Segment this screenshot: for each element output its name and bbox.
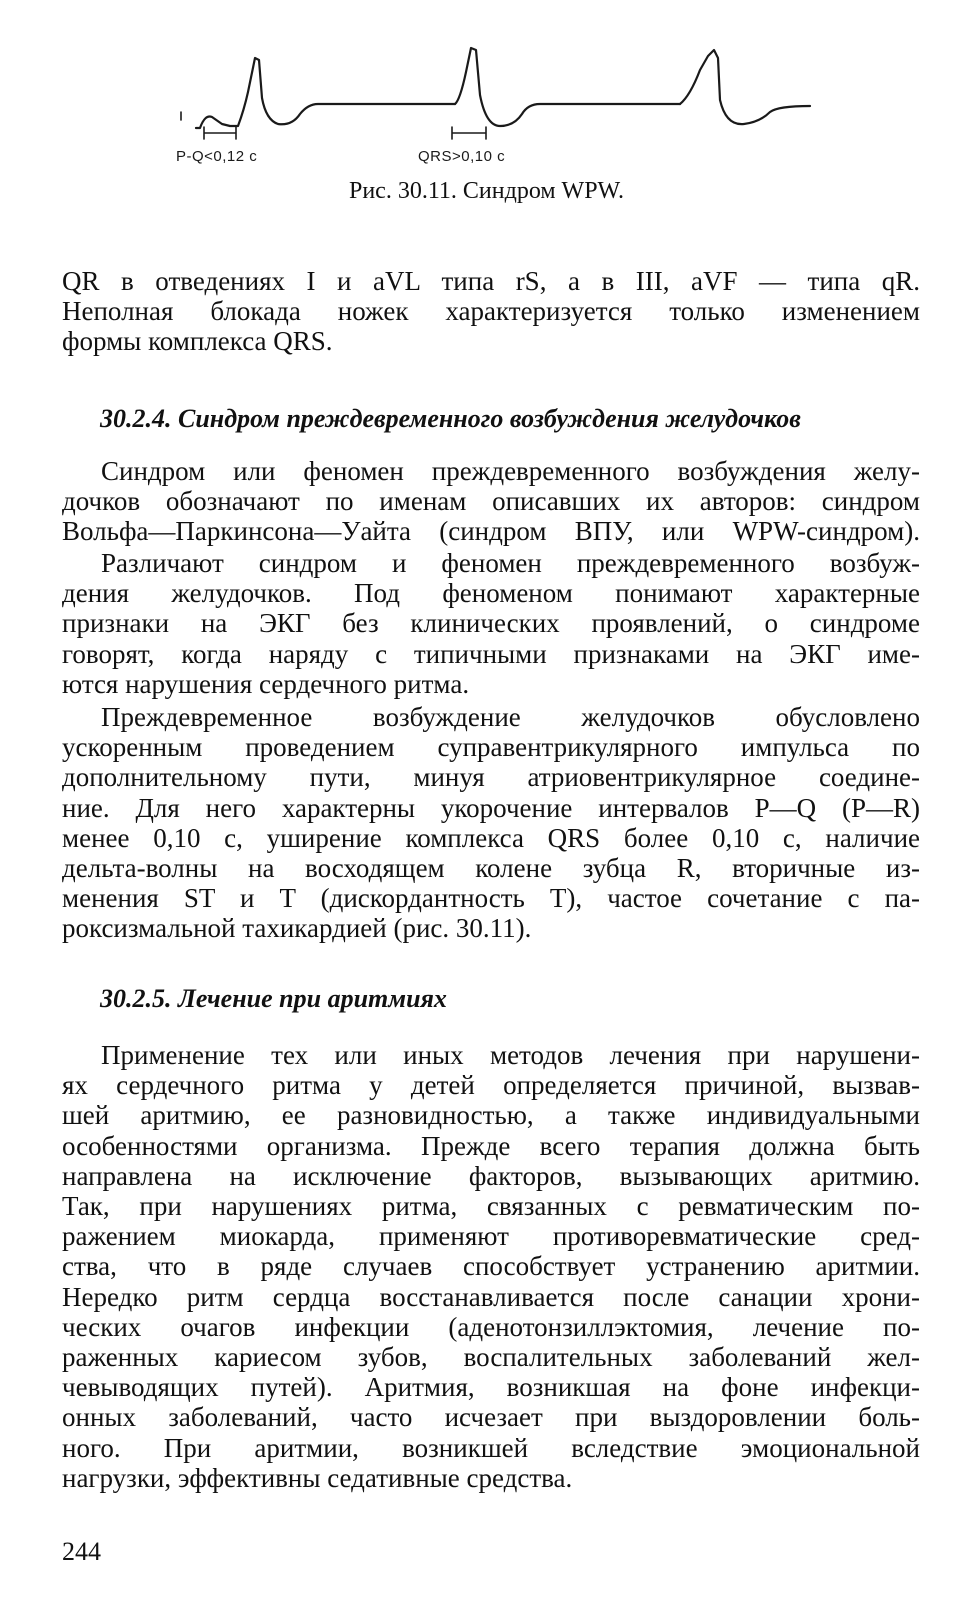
- intro-paragraph: [62, 266, 920, 357]
- qrs-interval-label: QRS>0,10 с: [418, 148, 506, 165]
- text-line: QR в отведениях I и aVL типа rS, а в III, aVF — типа qR.: [62, 266, 920, 296]
- text-line: признаки на ЭКГ без клинических проявлений, о синдроме: [62, 608, 920, 639]
- body-paragraph: [62, 548, 920, 699]
- figure-caption: Рис. 30.11. Синдром WPW.: [348, 178, 625, 204]
- text-line: менения ST и T (дискордантность T), частое сочетание с па-: [62, 883, 920, 914]
- text-line: роксизмальной тахикардией (рис. 30.11).: [62, 913, 532, 944]
- body-paragraph: [62, 702, 920, 944]
- text-line: формы комплекса QRS.: [62, 326, 333, 357]
- qrs-interval-marker: [452, 127, 486, 139]
- text-line: особенностями организма. Прежде всего терапия должна быть: [62, 1130, 920, 1161]
- ecg-trace-complex-1: [196, 58, 455, 128]
- text-line: Так, при нарушениях ритма, связанных с ревматическим по-: [62, 1191, 920, 1222]
- ecg-figure: [0, 0, 973, 215]
- text-line: менее 0,10 с, уширение комплекса QRS более 0,10 с, наличие: [62, 822, 920, 853]
- text-line: Различают синдром и феномен преждевременного возбуж-: [101, 548, 920, 578]
- text-line: ражением миокарда, применяют противоревматические сред-: [62, 1221, 920, 1252]
- text-line: ного. При аритмии, возникшей вследствие эмоциональной: [62, 1432, 920, 1463]
- ecg-trace-complex-3: [680, 50, 810, 124]
- text-line: дения желудочков. Под феноменом понимают характерные: [62, 578, 920, 609]
- text-line: ускоренным проведением суправентрикулярного импульса по: [62, 732, 920, 763]
- text-line: ства, что в ряде случаев способствует устранению аритмии.: [62, 1251, 920, 1282]
- text-line: дополнительному пути, минуя атриовентрикулярное соедине-: [62, 762, 920, 793]
- text-line: ние. Для него характерны укорочение интервалов P—Q (P—R): [62, 792, 920, 823]
- text-line: Неполная блокада ножек характеризуется только изменением: [62, 296, 920, 327]
- section-heading: 30.2.5. Лечение при аритмиях: [100, 984, 447, 1013]
- text-line: Применение тех или иных методов лечения при нарушени-: [101, 1040, 920, 1070]
- text-line: онных заболеваний, часто исчезает при выздоровлении боль-: [62, 1402, 920, 1433]
- page-number: 244: [62, 1537, 101, 1566]
- text-line: раженных кариесом зубов, воспалительных заболеваний жел-: [62, 1342, 920, 1373]
- body-paragraph: [62, 1040, 920, 1493]
- text-line: Преждевременное возбуждение желудочков обусловлено: [101, 702, 920, 732]
- text-line: дельта-волны на восходящем колене зубца R, вторичные из-: [62, 853, 920, 884]
- text-line: Вольфа—Паркинсона—Уайта (синдром ВПУ, или WPW-синдром).: [62, 516, 920, 547]
- text-line: Синдром или феномен преждевременного возбуждения желу-: [101, 456, 920, 486]
- ecg-trace-complex-2: [455, 48, 680, 126]
- pq-interval-label: P‑Q<0,12 с: [176, 148, 258, 165]
- text-line: нагрузки, эффективны седативные средства.: [62, 1462, 573, 1493]
- body-paragraph: [62, 456, 920, 547]
- section-heading: 30.2.4. Синдром преждевременного возбуждения желудочков: [100, 404, 801, 433]
- text-line: ях сердечного ритма у детей определяется причиной, вызвав-: [62, 1070, 920, 1101]
- text-line: чевыводящих путей). Аритмия, возникшая на фоне инфекци-: [62, 1372, 920, 1403]
- text-line: Нередко ритм сердца восстанавливается после санации хрони-: [62, 1281, 920, 1312]
- text-line: направлена на исключение факторов, вызывающих аритмию.: [62, 1160, 920, 1191]
- text-line: ются нарушения сердечного ритма.: [62, 668, 470, 699]
- text-line: шей аритмию, ее разновидностью, а также индивидуальными: [62, 1100, 920, 1131]
- text-line: дочков обозначают по именам описавших их авторов: синдром: [62, 486, 920, 517]
- text-line: ческих очагов инфекции (аденотонзиллэктомия, лечение по-: [62, 1311, 920, 1342]
- text-line: говорят, когда наряду с типичными признаками на ЭКГ име-: [62, 638, 920, 669]
